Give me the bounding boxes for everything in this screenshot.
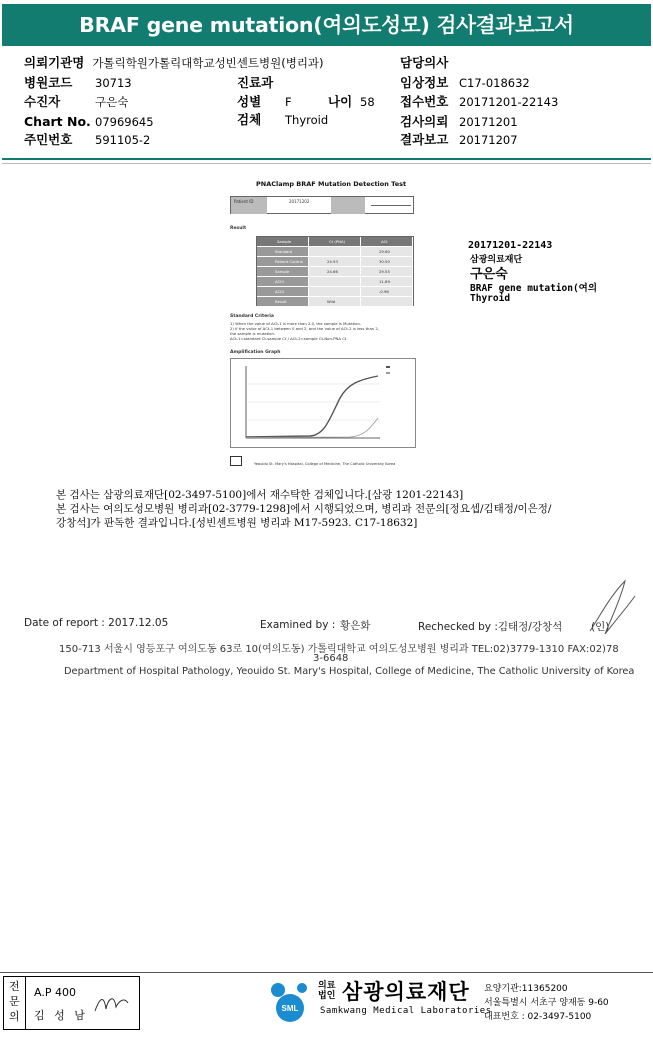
scan-criteria-4: ΔCt-1=standard Ct-sample Ct / ΔCt-2=sample Ct-Non-PNA Ct [230, 336, 347, 341]
scan-table-cell-text: ΔCt2 [275, 289, 285, 294]
scan-criteria-3: the sample is mutation. [230, 331, 276, 336]
ap-number: A.P 400 [34, 986, 76, 999]
specimen-value: Thyroid [285, 113, 329, 127]
clinical-info-label: 임상정보 [400, 75, 449, 90]
doctor-signature-icon [92, 989, 132, 1019]
scan-table-cell-text: Result [275, 299, 287, 304]
department-line: Department of Hospital Pathology, Yeouido St. Mary's Hospital, College of Medicine, The Catholic University of Korea [64, 666, 635, 677]
scan-table-header-cell [309, 237, 361, 247]
scan-result-table [256, 236, 414, 306]
resident-no-value: 591105-2 [95, 133, 151, 147]
scan-table-cell [257, 247, 309, 257]
examined-by-label: Examined by : [260, 619, 336, 631]
scan-table-cell-text: -0.96 [379, 289, 389, 294]
scan-table-cell [309, 297, 361, 307]
sticker-receipt-no: 20171201-22143 [468, 240, 553, 251]
scan-table-header-cell [361, 237, 413, 247]
chart-no-value: 07969645 [95, 115, 154, 129]
scan-table-cell-text: 24.93 [327, 259, 338, 264]
scan-patient-id-value: 20171202 [289, 199, 310, 204]
scan-table-cell [257, 287, 309, 297]
header-divider [2, 158, 651, 160]
signature-scribble-icon [580, 576, 640, 638]
scan-table-cell-text: Wild [327, 299, 336, 304]
scan-table-cell [257, 277, 309, 287]
result-report-value: 20171207 [459, 133, 518, 147]
age-value: 58 [360, 95, 375, 109]
logo-prefix-top: 의료 [318, 981, 336, 991]
logo-english: Samkwang Medical Laboratories [320, 1006, 492, 1016]
test-request-value: 20171201 [459, 115, 518, 129]
scan-title: PNAClamp BRAF Mutation Detection Test [256, 180, 407, 188]
specimen-label-sticker [468, 240, 618, 310]
scan-table-cell [257, 257, 309, 267]
doctor-label: 담당의사 [400, 55, 449, 70]
sticker-org: 삼광의료재단 [470, 255, 523, 265]
patient-label: 수진자 [24, 94, 61, 109]
org-address: 서울특별시 서초구 양재동 9-60 [484, 998, 609, 1008]
sticker-test: BRAF gene mutation(여의 [470, 283, 598, 294]
amplification-graph [230, 358, 416, 448]
scan-table-cell-text: 11.89 [379, 279, 390, 284]
scan-table-cell [257, 267, 309, 277]
address-line-1: 150-713 서울시 영등포구 여의도동 63로 10(여의도동) 가톨릭대학교 여의도성모병원 병리과 TEL:02)3779-1310 FAX:02)78 [59, 644, 619, 655]
scan-table-cell [361, 277, 413, 287]
scan-table-header-text: Sample [277, 239, 292, 244]
scan-table-cell [361, 247, 413, 257]
institution-value: 가톨릭학원가톨릭대학교성빈센트병원(병리과) [92, 56, 324, 70]
sml-logo-text: SML [281, 1004, 299, 1013]
samkwang-logo-block [266, 978, 646, 1028]
sticker-patient: 구은숙 [470, 267, 508, 282]
scan-criteria-2: 2) If the value of ΔCt-1 between 0 and 2, and the value of ΔCt-2 is less than 2, [230, 326, 380, 331]
org-code: 요양기관:11365200 [484, 984, 568, 994]
institution-row [24, 54, 324, 72]
sex-label: 성별 [237, 94, 262, 109]
sex-value: F [285, 95, 292, 109]
scan-patient-table [230, 196, 414, 214]
patient-name: 구은숙 [95, 95, 129, 109]
test-request-label: 검사의뢰 [400, 114, 449, 129]
doctor-name: 김 성 남 [34, 1009, 88, 1022]
scan-table-header-cell [257, 237, 309, 247]
scan-criteria-label: Standard Criteria [230, 314, 274, 319]
note-line-2: 본 검사는 여의도성모병원 병리과[02-3779-1298]에서 시행되었으며, 병리과 전문의[정요셉/김태정/이은정/ [56, 503, 552, 515]
result-report-label: 결과보고 [400, 132, 449, 147]
scan-footer-logo [230, 456, 242, 466]
chart-no-label: Chart No. [24, 114, 91, 129]
scan-table-cell-text: 24.66 [327, 269, 338, 274]
scan-table-header-text: ΔCt [381, 239, 388, 244]
hospital-code-label: 병원코드 [24, 75, 73, 90]
sml-logo-icon [266, 978, 312, 1024]
specimen-label: 검체 [237, 112, 262, 127]
scanned-pnaclamp-report [224, 178, 420, 473]
clinical-info-value: C17-018632 [459, 76, 530, 90]
scan-table-cell-text: Sample [275, 269, 290, 274]
date-of-report: Date of report : 2017.12.05 [24, 617, 169, 629]
receipt-no-value: 20171201-22143 [459, 95, 559, 109]
scan-table-cell [361, 267, 413, 277]
scan-amp-label: Amplification Graph [230, 350, 281, 355]
scan-table-cell-text: Standard [275, 249, 293, 254]
sticker-specimen: Thyroid [470, 293, 511, 304]
footer-divider [0, 972, 653, 973]
institution-label: 의뢰기관명 [24, 55, 85, 70]
hospital-code-value: 30713 [95, 76, 132, 90]
scan-table-cell [361, 257, 413, 267]
specialist-vertical-cell [4, 977, 26, 1029]
scan-result-label: Result [230, 226, 247, 231]
scan-table-cell-text: 29.60 [379, 249, 390, 254]
scan-table-cell [309, 277, 361, 287]
specialist-box [3, 976, 140, 1030]
scan-criteria-1: 1) When the value of ΔCt-1 is more than 2.0, the sample is Mutation. [230, 321, 362, 326]
logo-prefix-bottom: 법인 [318, 991, 336, 1001]
age-label: 나이 [328, 94, 353, 109]
scan-table-cell [309, 267, 361, 277]
scan-table-cell [309, 257, 361, 267]
scan-patient-id-label: Patient ID [234, 199, 254, 204]
rechecked-by: Rechecked by :김태정/강창석 [418, 621, 563, 633]
rechecked-stamp: (인) [591, 621, 610, 633]
scan-table-cell [361, 287, 413, 297]
department-label: 진료과 [237, 75, 274, 90]
scan-table-cell [257, 297, 309, 307]
resident-no-label: 주민번호 [24, 132, 73, 147]
scan-table-cell [309, 287, 361, 297]
note-line-3: 강창석]가 판독한 결과입니다.[성빈센트병원 병리과 M17-5923. C17-18632] [56, 517, 418, 529]
scan-table-cell-text: Patient Control [275, 259, 304, 264]
scan-table-header-text: Ct (PNA) [329, 239, 346, 244]
scan-table-cell-text: 30.50 [379, 259, 390, 264]
scan-table-cell [361, 297, 413, 307]
receipt-no-label: 접수번호 [400, 94, 449, 109]
address-line-2: 3-6648 [313, 653, 349, 664]
scan-table-cell [309, 247, 361, 257]
org-phone: 대표번호 : 02-3497-5100 [484, 1012, 592, 1022]
scan-footer-text: Yeouido St. Mary's Hospital, College of Medicine, The Catholic University Korea [254, 462, 396, 466]
note-line-1: 본 검사는 삼광의료재단[02-3497-5100]에서 재수탁한 검체입니다.[삼광 1201-22143] [56, 489, 464, 501]
report-title: BRAF gene mutation(여의도성모) 검사결과보고서 [2, 4, 651, 46]
specialist-label: 전문의 [9, 980, 20, 1023]
scan-table-cell-text: ΔCt1 [275, 279, 285, 284]
scan-table-cell-text: 29.55 [379, 269, 390, 274]
examined-by-value: 황은화 [340, 620, 371, 632]
logo-name: 삼광의료재단 [342, 980, 470, 1004]
header-divider-thin [2, 163, 651, 164]
